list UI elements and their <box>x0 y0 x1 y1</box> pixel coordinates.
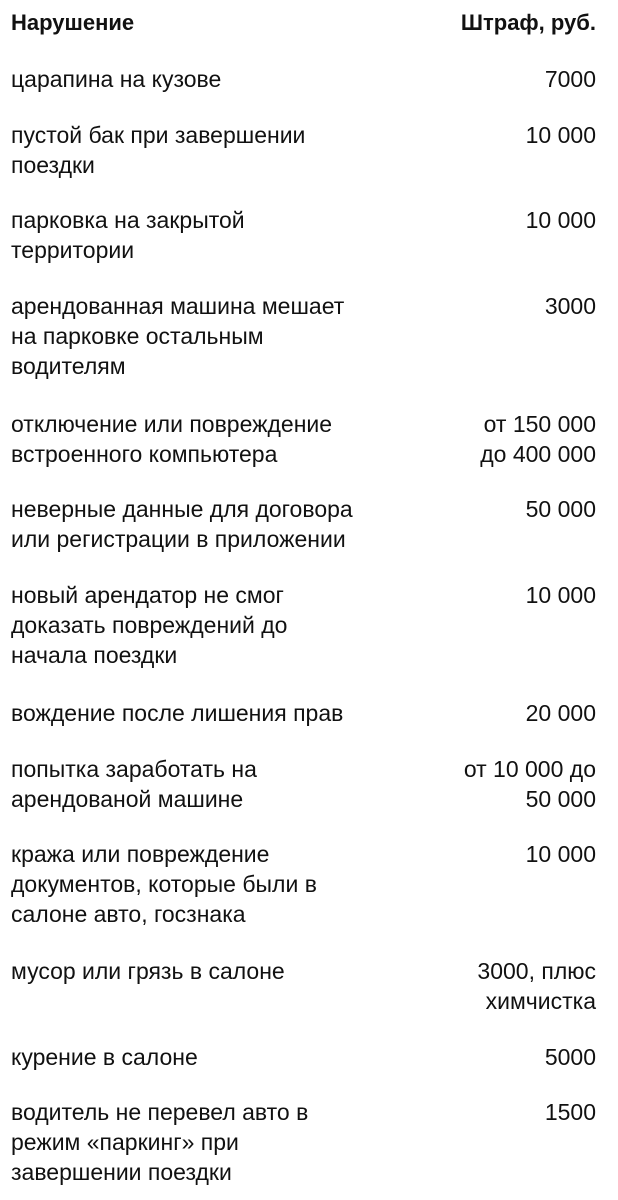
fine-cell: 50 000 <box>525 496 596 522</box>
fine-column-header: Штраф, руб. <box>460 10 596 35</box>
violation-cell: неверные данные для договора или регистрации в приложении <box>11 496 353 552</box>
fine-cell: 10 000 <box>525 841 596 867</box>
fine-cell: 20 000 <box>525 700 596 726</box>
violation-cell: курение в салоне <box>11 1044 198 1070</box>
violation-cell: водитель не перевел авто в режим «паркинг» при завершении поездки <box>11 1099 309 1185</box>
violation-cell: парковка на закрытой территории <box>11 207 245 263</box>
violation-column-header: Нарушение <box>11 10 135 35</box>
fine-cell: 5000 <box>544 1044 596 1070</box>
fine-cell: 3000 <box>544 293 596 319</box>
violation-cell: пустой бак при завершении поездки <box>11 122 306 178</box>
violation-cell: арендованная машина мешает на парковке остальным водителям <box>11 293 345 379</box>
table-header <box>0 8 618 38</box>
violation-cell: новый арендатор не смог доказать повреждений до начала поездки <box>11 582 288 668</box>
violation-cell: отключение или повреждение встроенного компьютера <box>11 411 333 467</box>
fine-cell: 10 000 <box>525 207 596 233</box>
violation-cell: попытка заработать на арендованой машине <box>11 756 257 812</box>
violation-cell: царапина на кузове <box>11 66 222 92</box>
fine-cell: 3000, плюс химчистка <box>477 958 596 1014</box>
violation-cell: мусор или грязь в салоне <box>11 958 285 984</box>
fine-cell: от 10 000 до 50 000 <box>463 756 596 812</box>
fine-cell: 1500 <box>544 1099 596 1125</box>
violation-cell: кража или повреждение документов, которые были в салоне авто, госзнака <box>11 841 317 927</box>
fine-cell: 10 000 <box>525 122 596 148</box>
fine-cell: 10 000 <box>525 582 596 608</box>
fine-cell: от 150 000 до 400 000 <box>480 411 596 467</box>
violation-cell: вождение после лишения прав <box>11 700 344 726</box>
fine-cell: 7000 <box>544 66 596 92</box>
